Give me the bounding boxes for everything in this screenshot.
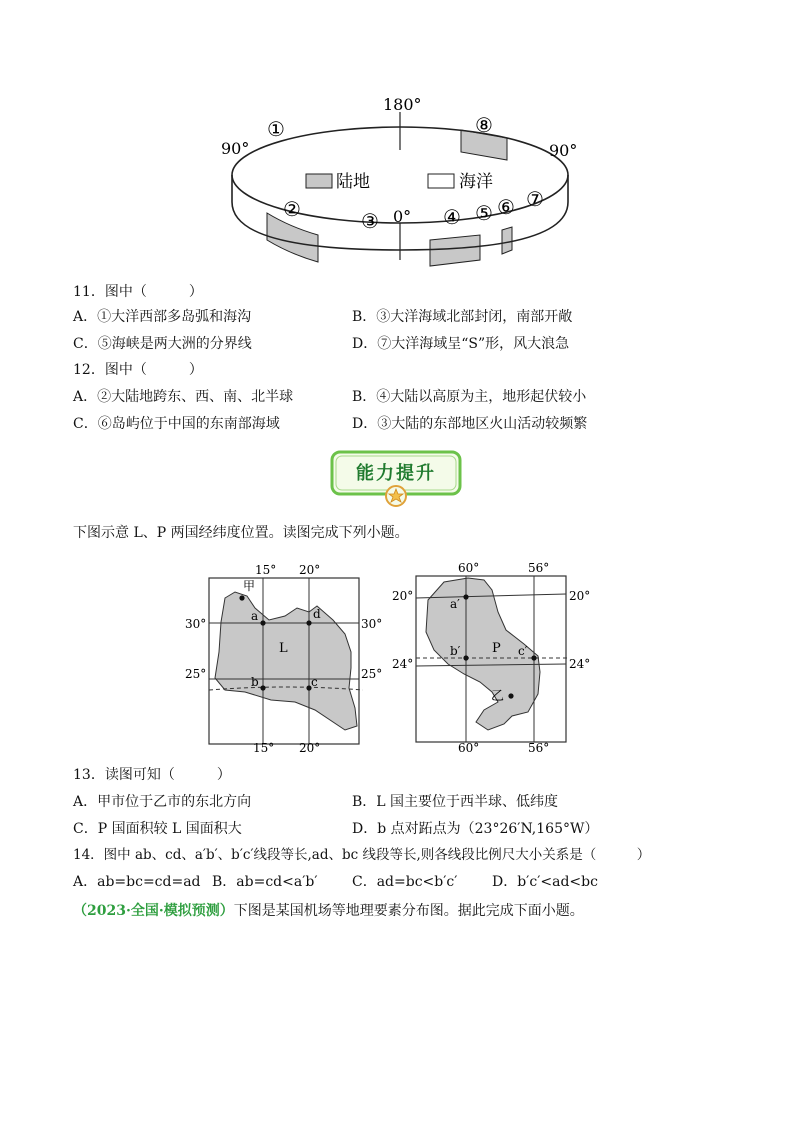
map-l-top-15: 15° [255,563,277,577]
map-p-right-20: 20° [569,589,591,603]
q13-option-b: B．L 国主要位于西半球、低纬度 [352,794,559,810]
map-l-c: c [311,675,318,689]
q12-stem: 12．图中（ ） [73,362,203,378]
marker-8: ⑧ [475,113,493,137]
q12-option-b: B．④大陆以高原为主，地形起伏较小 [352,389,587,405]
map-l-left-30: 30° [185,617,207,631]
q11-stem: 11．图中（ ） [73,284,203,300]
map-p-bottom-60: 60° [458,741,480,755]
marker-6: ⑥ [497,195,515,219]
map-l-bottom-15: 15° [253,741,275,755]
map-p-right-24: 24° [569,657,591,671]
map-country-l [185,560,383,755]
map-p-a: a′ [450,597,460,611]
map-l-bottom-20: 20° [299,741,321,755]
map-l-b: b [251,675,259,689]
marker-5: ⑤ [475,201,493,225]
q14-option-b: B．ab=cd<a′b′ [212,874,318,890]
map-l-d: d [313,607,321,621]
label-90-left: 90° [221,139,250,158]
marker-2: ② [283,197,301,221]
next-intro-text: 下图是某国机场等地理要素分布图。据此完成下面小题。 [233,903,584,919]
map-p-left-20: 20° [392,589,414,603]
q12-option-a: A．②大陆地跨东、西、南、北半球 [73,389,294,405]
marker-7: ⑦ [526,187,544,211]
q13-stem: 13．读图可知（ ） [73,767,231,783]
lp-intro: 下图示意 L、P 两国经纬度位置。读图完成下列小题。 [73,525,409,541]
q12-option-d: D．③大陆的东部地区火山活动较频繁 [352,416,588,432]
q13-option-c: C．P 国面积较 L 国面积大 [73,821,242,837]
next-question-intro [73,902,584,920]
label-90-right: 90° [549,141,578,160]
map-p-top-60: 60° [458,561,480,575]
q13-option-a: A．甲市位于乙市的东北方向 [73,794,252,810]
banner-title: 能力提升 [356,463,436,484]
marker-4: ④ [443,205,461,229]
legend-ocean-label: 海洋 [459,172,493,192]
map-l-top-20: 20° [299,563,321,577]
legend-land-label: 陆地 [336,172,370,192]
legend-land-swatch [306,174,332,188]
map-p-c: c′ [518,644,528,658]
q13-option-d: D．b 点对跖点为（23°26′N,165°W） [352,821,599,837]
marker-3: ③ [361,209,379,233]
section-banner [330,450,462,498]
map-l-jia: 甲 [243,579,256,593]
map-p-left-24: 24° [392,657,414,671]
source-tag: （2023·全国·模拟预测） [73,903,234,919]
label-0: 0° [393,207,412,226]
q11-option-a: A．①大洋西部多岛弧和海沟 [73,309,252,325]
q14-option-a: A．ab=bc=cd=ad [73,874,201,890]
map-l-label: L [279,641,288,656]
map-country-p [388,560,598,755]
ring-land-segment-4 [430,235,480,266]
map-l-left-25: 25° [185,667,207,681]
label-180: 180° [383,95,422,114]
legend-ocean-swatch [428,174,454,188]
map-l-right-30: 30° [361,617,383,631]
map-p-bottom-56: 56° [528,741,550,755]
q11-option-d: D．⑦大洋海域呈“S”形，风大浪急 [352,336,570,352]
q14-option-c: C．ad=bc<b′c′ [352,874,458,890]
map-p-yi: 乙 [491,689,505,704]
map-l-right-25: 25° [361,667,383,681]
ocean-ring-diagram [215,90,585,270]
map-l-a: a [251,609,259,623]
map-p-label: P [492,641,501,656]
map-p-b: b′ [450,644,461,658]
q11-option-b: B．③大洋海域北部封闭，南部开敞 [352,309,573,325]
q14-option-d: D．b′c′<ad<bc [492,874,598,890]
map-p-top-56: 56° [528,561,550,575]
q11-option-c: C．⑤海峡是两大洲的分界线 [73,336,252,352]
marker-1: ① [267,117,285,141]
q14-stem: 14．图中 ab、cd、a′b′、b′c′线段等长,ad、bc 线段等长,则各线段比例尺大小关系是（ ） [73,847,651,863]
ring-land-segment-6 [502,227,512,254]
q12-option-c: C．⑥岛屿位于中国的东南部海域 [73,416,280,432]
